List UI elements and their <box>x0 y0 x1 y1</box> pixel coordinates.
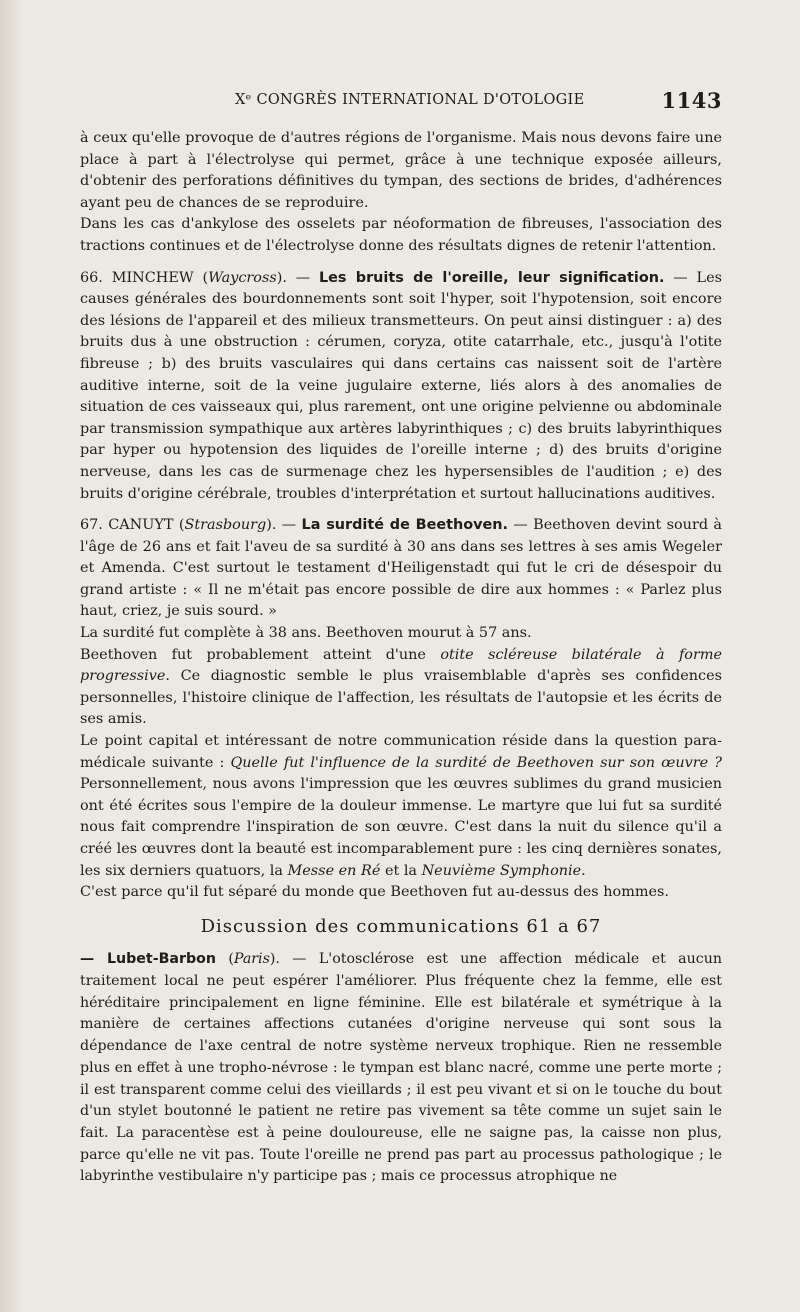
communication-67: 67. CANUYT (Strasbourg). — La surdité de Beethoven. — Beethoven devint sourd à l'âge de 26 ans et fait l'aveu de sa surdité à 30 ans dans ses lettres à ses amis Wegeler et Amenda. C'est surtout le testament d'Heiligenstadt qui fut le cri de désespoir du grand artiste : « Il ne m'était pas encore possible de dire aux hommes : « Parlez plus haut, criez, je suis sourd. » <box>80 517 722 620</box>
discussion-text: . — L'otosclérose est une affection médicale et aucun traitement local ne peut espérer l'améliorer. Plus fréquente chez la femme, elle est héréditaire principalement en ligne féminine. Elle est bilatérale et symétrique à la manière de certaines affections cutanées d'origine nerveuse qui sont sous la dépendance de l'axe central de notre système nerveux trophique. Rien ne ressemble plus en effet à une tropho-névrose : le tympan est blanc nacré, comme une perte morte ; il est transparent comme celui des vieillards ; il est peu vivant et si on le touche du bout d'un stylet boutonné le patient ne retire pas vivement sa tête comme un sujet sain le fait. La paracentèse est à peine douloureuse, elle ne saigne pas, la caisse non plus, parce qu'elle ne vit pas. Toute l'oreille ne prend pas part au processus pathologique ; le labyrinthe vestibulaire n'y participe pas ; mais ce processus atrophique ne <box>80 951 722 1185</box>
communication-66: 66. MINCHEW (Waycross). — Les bruits de l'oreille, leur signification. — Les causes générales des bourdonnements sont soit l'hyper, soit l'hypotension, soit encore des lésions de l'appareil et des milieux transmetteurs. On peut ainsi distinguer : a) des bruits dus à une obstruction : cérumen, coryza, otite catarrhale, etc., jusqu'à l'otite fibreuse ; b) des bruits vasculaires qui dans certains cas naissent soit de l'artère auditive interne, soit de la veine jugulaire externe, liés alors à des anomalies de situation de ces vaisseaux qui, plus rarement, ont une origine pelvienne ou abdominale par transmission sympathique aux artères labyrinthiques ; c) des bruits labyrinthiques par hyper ou hypotension des liquides de l'oreille interne ; d) des bruits d'origine nerveuse, dans les cas de surmenage chez les hypersensibles de l'audition ; e) des bruits d'origine cérébrale, troubles d'interprétation et surtout hallucinations auditives. <box>80 269 722 502</box>
item-67-p4-start: Le point capital et intéressant de notre communication réside dans la question para-médicale suivante : <box>80 733 722 771</box>
item-67-p3-end: . Ce diagnostic semble le plus vraisemblable d'après ses confidences personnelles, l'histoire clinique de l'affection, les résultats de l'autopsie et les écrits de ses amis. <box>80 668 722 728</box>
continuation-paragraph-2: Dans les cas d'ankylose des osselets par néoformation de fibreuses, l'association des tractions continues et de l'électrolyse donne des résultats dignes de retenir l'attention. <box>80 216 722 254</box>
item-67-messe: Messe en Ré <box>287 862 381 879</box>
item-67-p4-mid: Personnellement, nous avons l'impression que les œuvres sublimes du grand musicien ont été écrites sous l'empire de la douleur immense. Le martyre que lui fut sa surdité nous fait comprendre l'inspiration de son œuvre. C'est dans la nuit du silence qu'il a créé les œuvres dont la beauté est incomparablement pure : les cinq dernières sonates, les six derniers quatuors, la <box>80 776 722 879</box>
page-header <box>80 88 722 118</box>
item-67-paragraph-4 <box>80 731 722 882</box>
item-67-title: La surdité de Beethoven. <box>301 517 509 534</box>
page-number: 1143 <box>661 88 722 113</box>
item-66-title: Les bruits de l'oreille, leur signification. <box>319 269 665 286</box>
item-66-number: 66. <box>80 269 103 286</box>
item-67-paragraph-5: C'est parce qu'il fut séparé du monde que Beethoven fut au-dessus des hommes. <box>80 884 669 901</box>
item-67-paragraph-1: — Beethoven devint sourd à l'âge de 26 ans et fait l'aveu de sa surdité à 30 ans dans ses lettres à ses amis Wegeler et Amenda. C'est surtout le testament d'Heiligenstadt qui fut le cri de désespoir du grand artiste : « Il ne m'était pas encore possible de dire aux hommes : « Parlez plus haut, criez, je suis sourd. » <box>80 517 722 620</box>
discussion-speaker: — Lubet-Barbon <box>80 951 216 968</box>
item-67-city: Strasbourg <box>184 517 267 534</box>
item-67-paragraph-2: La surdité fut complète à 38 ans. Beethoven mourut à 57 ans. <box>80 625 532 642</box>
item-67-diagnosis: otite scléreuse bilatérale à forme progressive <box>80 646 722 685</box>
item-66-city: Waycross <box>208 269 277 286</box>
discussion-city: Paris <box>233 951 270 968</box>
item-66-text: — Les causes générales des bourdonnements sont soit l'hyper, soit l'hypotension, soit encore des lésions de l'appareil et des milieux transmetteurs. On peut ainsi distinguer : a) des bruits dus à une obstruction : cérumen, coryza, otite catarrhale, etc., jusqu'à l'otite fibreuse ; b) des bruits vasculaires qui dans certains cas naissent soit de l'artère auditive interne, soit de la veine jugulaire externe, liés alors à des anomalies de situation de ces vaisseaux qui, plus rarement, ont une origine pelvienne ou abdominale par transmission sympathique aux artères labyrinthiques ; c) des bruits labyrinthiques par hyper ou hypotension des liquides de l'oreille interne ; d) des bruits d'origine nerveuse, dans les cas de surmenage chez les hypersensibles de l'audition ; e) des bruits d'origine cérébrale, troubles d'interprétation et surtout hallucinations auditives. <box>80 269 722 502</box>
item-67-p4-and: et la <box>380 862 422 879</box>
item-67-paragraph-3 <box>80 645 722 731</box>
item-67-number: 67. <box>80 517 103 534</box>
item-67-p4-end: . <box>581 862 586 879</box>
item-67-symphonie: Neuvième Symphonie <box>421 862 582 879</box>
item-67-question: Quelle fut l'influence de la surdité de Beethoven sur son œuvre ? <box>230 754 723 771</box>
item-67-p3-start: Beethoven fut probablement atteint d'une <box>80 646 441 663</box>
item-66-author: MINCHEW <box>111 269 194 286</box>
continuation-paragraph-1: à ceux qu'elle provoque de d'autres régions de l'organisme. Mais nous devons faire une place à part à l'électrolyse qui permet, grâce à une technique exposée ailleurs, d'obtenir des perforations définitives du tympan, des sections de brides, d'adhérences ayant peu de chances de se reproduire. <box>80 130 722 211</box>
discussion-paragraph: — Lubet-Barbon (Paris). — L'otosclérose est une affection médicale et aucun traitement local ne peut espérer l'améliorer. Plus fréquente chez la femme, elle est héréditaire principalement en ligne féminine. Elle est bilatérale et symétrique à la manière de certaines affections cutanées d'origine nerveuse qui sont sous la dépendance de l'axe central de notre système nerveux trophique. Rien ne ressemble plus en effet à une tropho-névrose : le tympan est blanc nacré, comme une perte morte ; il est transparent comme celui des vieillards ; il est peu vivant et si on le touche du bout d'un stylet boutonné le patient ne retire pas vivement sa tête comme un sujet sain le fait. La paracentèse est à peine douloureuse, elle ne saigne pas, la caisse non plus, parce qu'elle ne vit pas. Toute l'oreille ne prend pas part au processus pathologique ; le labyrinthe vestibulaire n'y participe pas ; mais ce processus atrophique ne <box>80 951 722 1185</box>
page-gutter-shadow <box>0 0 22 1312</box>
page-body <box>80 128 722 1188</box>
running-head: Xᵉ CONGRÈS INTERNATIONAL D'OTOLOGIE <box>235 92 585 108</box>
item-67-author: CANUYT <box>108 517 174 534</box>
discussion-heading: Discussion des communications 61 a 67 <box>200 915 602 937</box>
